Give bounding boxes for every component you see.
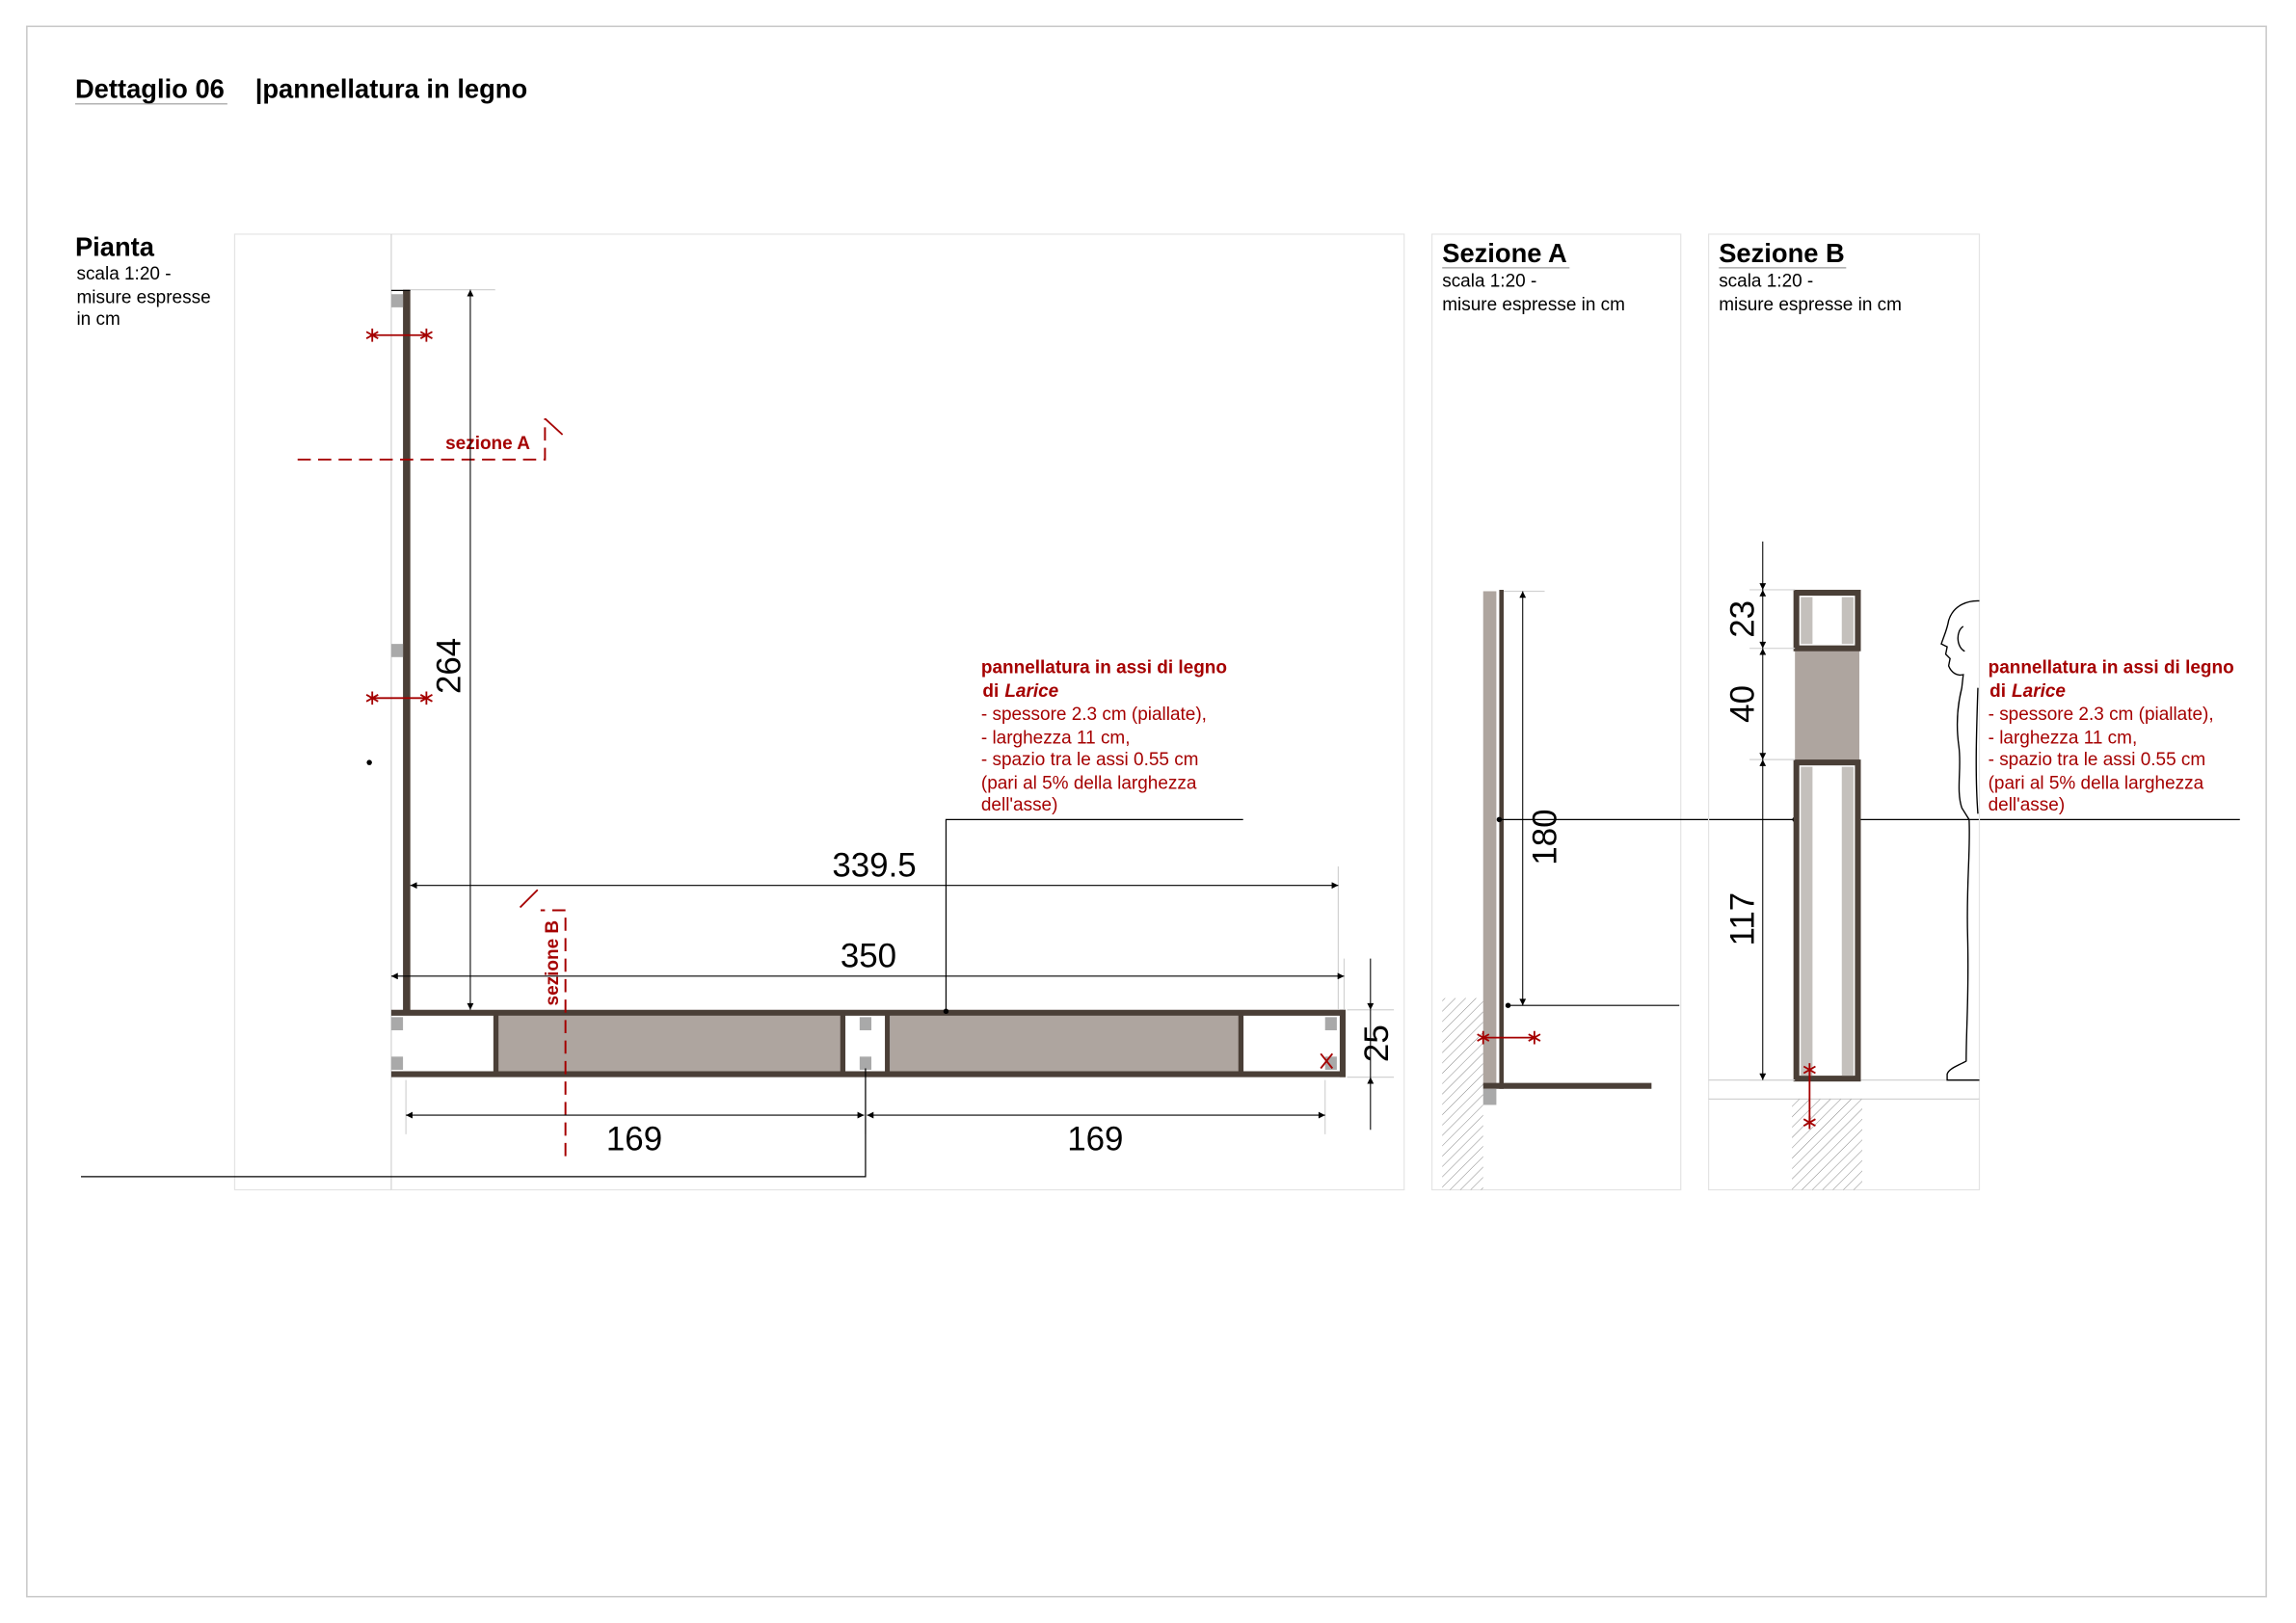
section-b-scale-line-1: scala 1:20 - [1719,271,1814,292]
section-a-heading [1442,238,1625,315]
section-b-annotation [1989,658,2234,816]
annotation-spec: - spessore 2.3 cm (piallate), [980,705,1207,726]
section-a-title: Sezione A [1442,237,1567,268]
dimension-label: 339.5 [832,846,917,885]
cut-line-a-arrow [545,418,562,435]
section-b-title: Sezione B [1719,237,1845,268]
annotation-species-prefix: di [982,680,1000,702]
section-b-upper-strip [1801,598,1812,645]
annotation-heading: pannellatura in assi di legno [980,657,1227,678]
cut-label-b: sezione B [543,919,564,1006]
annotation-spec: - larghezza 11 cm, [980,728,1131,749]
dimension-label: 180 [1526,809,1564,865]
plan-drawing [81,234,1396,1190]
dimension-label: 350 [840,937,897,975]
post-marker [391,1017,403,1030]
dimension-label: 25 [1358,1024,1397,1063]
section-b-middle-band [1795,649,1859,761]
dimension-label: 40 [1723,684,1762,723]
annotation-species-line [982,681,1058,702]
post-marker [1483,1089,1497,1105]
section-b-upper-strip [1842,598,1854,645]
annotation-species-name: Larice [1004,680,1059,702]
section-a-panel [1483,591,1497,1085]
dimension-panel-height [1504,591,1564,1005]
dimension-total-length [391,938,1345,1010]
annotation-spec: - spessore 2.3 cm (piallate), [1988,705,2214,726]
annotation-spec: - larghezza 11 cm, [1988,728,2138,749]
post-marker [391,294,403,307]
section-b-lower-strip [1801,767,1812,1076]
annotation-species-line [1989,681,2066,702]
dimension-label: 169 [1067,1120,1124,1158]
plan-scale-line-1: scala 1:20 - [76,264,172,285]
post-marker [391,1056,403,1070]
annotation-spec: - spazio tra le assi 0.55 cm [980,750,1199,771]
dimension-chain [1724,542,1796,1080]
annotation-spec: (pari al 5% della larghezza [1988,773,2204,794]
plan-title: Pianta [74,231,154,262]
sheet-title: Dettaglio 06 [74,73,225,104]
reference-dot [366,759,371,764]
cut-line-section-a [298,418,563,460]
fixing-marker [1803,1063,1815,1129]
human-figure-arm [1976,688,1978,814]
section-a-scale-line-1: scala 1:20 - [1442,271,1537,292]
fixing-marker [366,691,432,705]
section-a-scale-line-2: misure espresse in cm [1442,294,1625,315]
annotation-heading: pannellatura in assi di legno [1988,657,2234,678]
leader-line [81,1068,866,1176]
bottom-panel-infill-right [891,1016,1239,1072]
plan-heading [75,232,211,330]
section-b-drawing [1709,542,2234,1190]
plan-annotation [981,658,1227,816]
post-marker [860,1056,871,1070]
cut-line-b-arrow [521,890,538,907]
dimension-label: 169 [605,1120,663,1158]
annotation-leader-line [946,819,1242,1011]
section-b-scale-line-2: misure espresse in cm [1719,294,1902,315]
dimension-wall-length [411,290,495,1010]
sheet-header [75,74,527,104]
dimension-label: 117 [1723,891,1762,946]
dimension-depth [1348,959,1397,1131]
leader-dot [1497,817,1502,822]
human-figure-ear [1958,626,1964,652]
annotation-species-prefix: di [1989,680,2006,702]
plan-scale-line-3: in cm [76,309,120,331]
section-b-lower-strip [1842,767,1854,1076]
section-b-heading [1719,238,1902,315]
post-marker [391,644,403,657]
annotation-spec: dell'asse) [980,795,1058,816]
fixing-marker [366,329,432,342]
annotation-spec: (pari al 5% della larghezza [980,773,1197,794]
plan-scale-line-2: misure espresse [76,287,211,308]
section-a-drawing [1442,590,1679,1190]
annotation-spec: - spazio tra le assi 0.55 cm [1988,750,2206,771]
annotation-species-name: Larice [2012,680,2066,702]
sheet-subtitle: |pannellatura in legno [254,73,528,104]
dimension-label: 264 [430,637,468,695]
sheet-border [27,26,2266,1596]
ground-hatch [1792,1099,1862,1189]
ground-hatch [1442,998,1483,1190]
post-marker [860,1017,871,1030]
bottom-panel-infill-left [498,1016,841,1072]
post-marker [1325,1017,1337,1030]
human-figure-outline [1941,600,1986,1079]
cut-label-a: sezione A [445,434,530,455]
annotation-spec: dell'asse) [1988,795,2066,816]
human-figure [1941,600,1986,1079]
dimension-label: 23 [1723,599,1762,638]
